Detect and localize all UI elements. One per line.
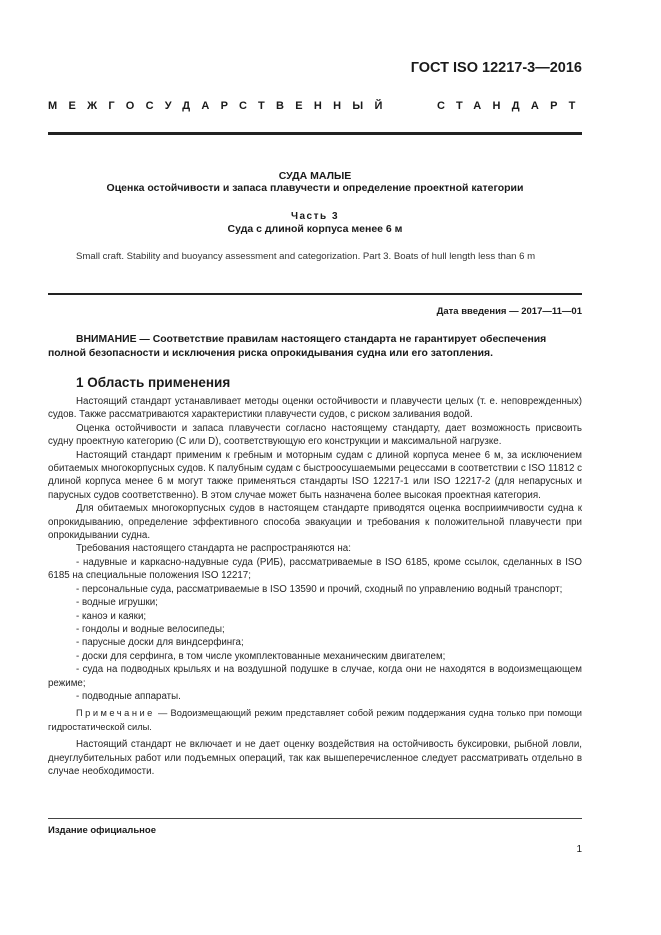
paragraph: Оценка остойчивости и запаса плавучести согласно настоящему стандарту, дает возможность присвоить судну проектную категорию (С или D), соответствующую его конструкции и максимальной нагрузке. <box>48 422 582 448</box>
page-number: 1 <box>576 844 582 855</box>
section-heading: 1 Область применения <box>76 375 231 390</box>
list-item: - доски для серфинга, в том числе укомплектованные механическим двигателем; <box>76 650 446 662</box>
paragraph: Требования настоящего стандарта не распространяются на: <box>76 543 351 555</box>
header-divider <box>48 132 582 135</box>
title-part-name: Суда с длиной корпуса менее 6 м <box>227 223 403 235</box>
warning-line-2: полной безопасности и исключения риска опрокидывания судна или его затопления. <box>48 348 493 359</box>
list-item: - персональные суда, рассматриваемые в ISO 13590 и прочий, сходный по управлению водный транспорт; <box>76 583 563 595</box>
note-text: — Водоизмещающий режим представляет собой режим поддержания судна только при помощи гидростатической силы. <box>48 708 582 732</box>
warning-block <box>48 333 582 361</box>
list-item: - водные игрушки; <box>76 597 158 609</box>
paragraph: Для обитаемых многокорпусных судов в настоящем стандарте приводятся оценка восприимчивости судна к опрокидыванию, определение эффективного способа эвакуации и требования к положительной плавучести при опрокидывании судна. <box>48 503 582 542</box>
title-english: Small craft. Stability and buoyancy assessment and categorization. Part 3. Boats of hull length less than 6 m <box>76 251 536 262</box>
paragraph: Настоящий стандарт не включает и не дает оценку воздействия на остойчивость буксировки, рыбной ловли, днеуглубительных работ или подъемных операций, так как вышеперечисленное следует рассматривать отдельно в случае необходимости. <box>48 739 582 777</box>
title-main: СУДА МАЛЫЕ <box>278 170 352 182</box>
title-part: Часть 3 <box>290 211 340 222</box>
section-body <box>48 395 582 778</box>
edition-label: Издание официальное <box>48 825 156 836</box>
gost-code: ГОСТ ISO 12217-3—2016 <box>410 60 582 76</box>
note-label: Примечание <box>76 708 155 719</box>
title-divider <box>48 293 582 295</box>
title-subtitle: Оценка остойчивости и запаса плавучести и определение проектной категории <box>106 182 524 194</box>
paragraph: Настоящий стандарт применим к гребным и моторным судам с длиной корпуса менее 6 м, за исключением обитаемых многокорпусных судов. К палубным судам с быстроосушаемыми рецессами в соответствии с ISO 11812 с длиной корпуса менее 6 м могут также применяться стандарты ISO 12217-1 или ISO 12217-2 (для непарусных и парусных судов соответственно). В этом случае может быть назначена более высокая проектная категория. <box>48 449 582 501</box>
list-item: - надувные и каркасно-надувные суда (РИБ), рассматриваемые в ISO 6185, кроме ссылок, сделанных в ISO 6185 на специальные положения ISO 12217; <box>48 556 582 582</box>
paragraph: Настоящий стандарт устанавливает методы оценки остойчивости и плавучести целых (т. е. неповрежденных) судов. Также рассматриваются характеристики плавучести судов, с риском заливания водой. <box>48 396 582 421</box>
footer-divider <box>48 818 582 819</box>
standard-word: СТАНДАРТ <box>437 100 587 112</box>
introduction-date: Дата введения — 2017—11—01 <box>436 306 582 317</box>
list-item: - подводные аппараты. <box>76 690 181 702</box>
list-item: - каноэ и каяки; <box>76 610 147 622</box>
list-item: - парусные доски для виндсерфинга; <box>76 637 244 649</box>
note <box>48 707 582 734</box>
warning-line-1: ВНИМАНИЕ — Соответствие правилам настоящего стандарта не гарантирует обеспечения <box>76 334 547 345</box>
standard-type-word: МЕЖГОСУДАРСТВЕННЫЙ <box>48 100 394 112</box>
list-item: - суда на подводных крыльях и на воздушной подушке в случае, когда они не находятся в водоизмещающем режиме; <box>48 664 582 689</box>
list-item: - гондолы и водные велосипеды; <box>76 623 225 635</box>
